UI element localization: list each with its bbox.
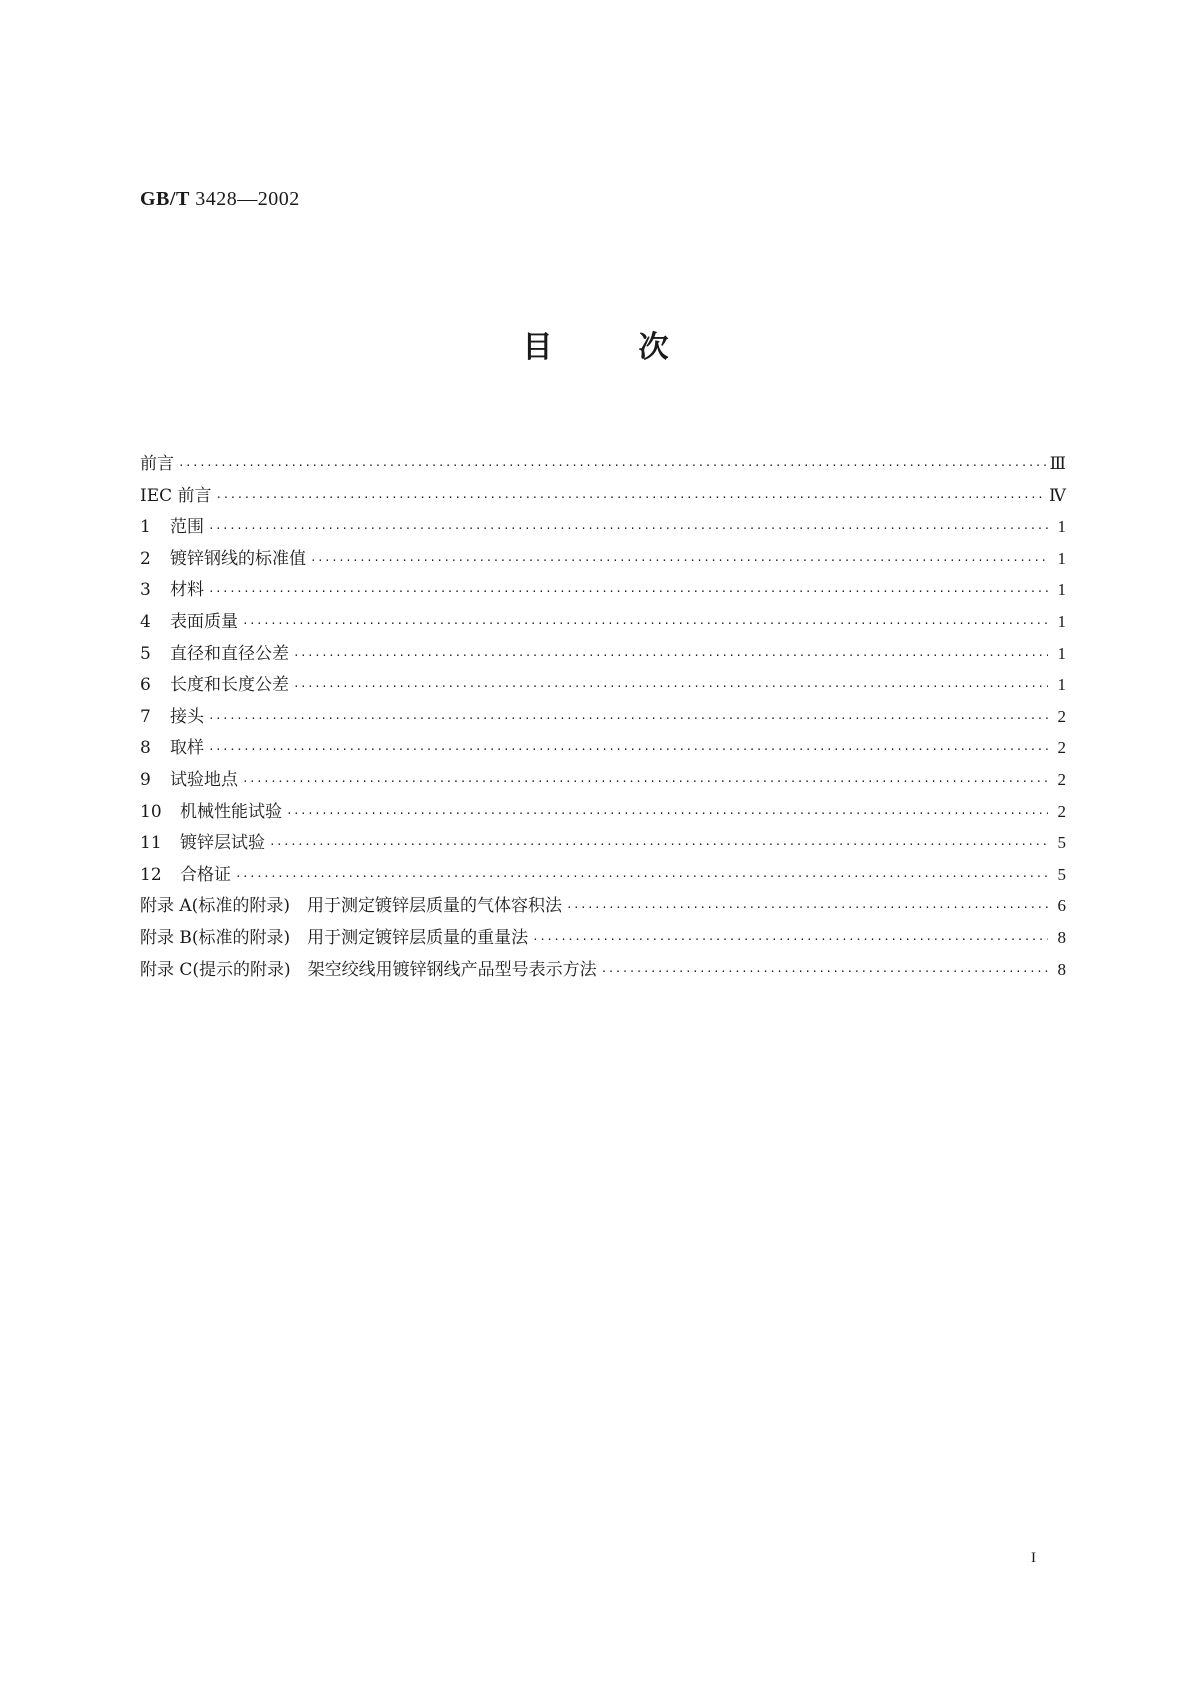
toc-dot-leader xyxy=(286,798,1048,830)
toc-entry-label xyxy=(140,955,597,987)
toc-dot-leader xyxy=(242,766,1048,798)
toc-entry-page: 8 xyxy=(1057,959,1066,979)
toc-entry-text: 范围 xyxy=(170,517,204,538)
toc-dot-leader xyxy=(216,482,1045,514)
toc-dot-leader xyxy=(178,450,1046,482)
toc-entry-number: 3 xyxy=(140,580,151,601)
page-number: I xyxy=(1031,1550,1036,1566)
toc-entry-text: 接头 xyxy=(170,706,204,727)
toc-entry[interactable] xyxy=(140,669,1066,701)
toc-entry-page: 6 xyxy=(1057,896,1066,916)
toc-entry-number: 10 xyxy=(140,801,162,822)
toc-dot-leader xyxy=(208,576,1048,608)
toc-dot-leader xyxy=(208,703,1048,735)
toc-entry-label xyxy=(140,607,238,639)
toc-dot-leader xyxy=(293,671,1048,703)
toc-entry-page: 1 xyxy=(1057,548,1066,568)
toc-entry-page: 1 xyxy=(1057,611,1066,631)
toc-entry-text: 附录 B(标准的附录) 用于测定镀锌层质量的重量法 xyxy=(140,927,529,948)
toc-entry-number: 1 xyxy=(140,517,151,538)
toc-entry-label xyxy=(140,481,212,513)
toc-entry[interactable] xyxy=(140,574,1066,606)
toc-dot-leader xyxy=(532,924,1048,956)
table-of-contents xyxy=(140,448,1066,985)
toc-dot-leader xyxy=(242,608,1048,640)
toc-entry-number: 7 xyxy=(140,706,151,727)
toc-entry-number: 5 xyxy=(140,643,151,664)
toc-entry-label xyxy=(140,765,238,797)
toc-entry-text: 附录 C(提示的附录) 架空绞线用镀锌钢线产品型号表示方法 xyxy=(140,959,597,980)
document-code-number: 3428—2002 xyxy=(189,188,300,210)
toc-entry-label xyxy=(140,733,204,765)
toc-entry-label xyxy=(140,702,204,734)
toc-entry-page: 8 xyxy=(1057,927,1066,947)
toc-entry-number: 11 xyxy=(140,833,162,854)
toc-entry[interactable] xyxy=(140,796,1066,828)
toc-entry-page: 2 xyxy=(1057,769,1066,789)
toc-entry[interactable] xyxy=(140,543,1066,575)
toc-entry-text: 材料 xyxy=(170,580,204,601)
toc-entry-text: 取样 xyxy=(170,738,204,759)
toc-entry-page: 2 xyxy=(1057,706,1066,726)
toc-entry-label xyxy=(140,449,174,481)
toc-entry[interactable] xyxy=(140,732,1066,764)
toc-entry[interactable] xyxy=(140,764,1066,796)
toc-entry[interactable] xyxy=(140,827,1066,859)
toc-entry-text: IEC 前言 xyxy=(140,485,212,506)
toc-entry-text: 附录 A(标准的附录) 用于测定镀锌层质量的气体容积法 xyxy=(140,896,562,917)
toc-entry[interactable] xyxy=(140,448,1066,480)
toc-entry[interactable] xyxy=(140,922,1066,954)
toc-entry-page: 2 xyxy=(1057,801,1066,821)
toc-entry-text: 镀锌层试验 xyxy=(180,833,265,854)
toc-entry-label xyxy=(140,860,231,892)
toc-dot-leader xyxy=(566,892,1048,924)
document-code-prefix: GB/T xyxy=(140,188,190,210)
toc-entry-text: 表面质量 xyxy=(170,611,238,632)
toc-entry-number: 12 xyxy=(140,864,162,885)
document-code xyxy=(140,188,300,211)
toc-entry-number: 6 xyxy=(140,675,151,696)
toc-entry[interactable] xyxy=(140,701,1066,733)
toc-entry-label xyxy=(140,828,265,860)
toc-entry[interactable] xyxy=(140,606,1066,638)
toc-dot-leader xyxy=(269,829,1048,861)
toc-entry-page: Ⅳ xyxy=(1049,485,1066,505)
toc-entry-label xyxy=(140,797,282,829)
toc-entry-label xyxy=(140,512,204,544)
toc-entry-number: 8 xyxy=(140,738,151,759)
toc-entry[interactable] xyxy=(140,890,1066,922)
toc-entry-label xyxy=(140,891,562,923)
toc-entry-text: 镀锌钢线的标准值 xyxy=(170,548,306,569)
toc-entry[interactable] xyxy=(140,638,1066,670)
toc-entry[interactable] xyxy=(140,859,1066,891)
toc-entry-page: 1 xyxy=(1057,643,1066,663)
toc-entry-page: 1 xyxy=(1057,517,1066,537)
toc-dot-leader xyxy=(601,956,1048,988)
toc-dot-leader xyxy=(208,513,1048,545)
toc-entry-text: 试验地点 xyxy=(170,769,238,790)
toc-entry[interactable] xyxy=(140,511,1066,543)
toc-entry-label xyxy=(140,639,289,671)
toc-dot-leader xyxy=(208,734,1048,766)
toc-dot-leader xyxy=(310,545,1048,577)
toc-entry-text: 前言 xyxy=(140,454,174,474)
toc-entry-text: 直径和直径公差 xyxy=(170,643,289,664)
toc-entry-page: 1 xyxy=(1057,580,1066,600)
toc-entry-number: 2 xyxy=(140,548,151,569)
toc-entry-text: 合格证 xyxy=(180,864,231,885)
toc-entry-text: 长度和长度公差 xyxy=(170,675,289,696)
toc-title: 目次 xyxy=(522,330,755,365)
toc-entry-number: 4 xyxy=(140,611,151,632)
toc-entry[interactable] xyxy=(140,954,1066,986)
toc-entry-page: 5 xyxy=(1057,864,1066,884)
toc-entry[interactable] xyxy=(140,480,1066,512)
toc-entry-page: 1 xyxy=(1057,675,1066,695)
toc-entry-page: 2 xyxy=(1057,738,1066,758)
toc-entry-number: 9 xyxy=(140,769,151,790)
toc-entry-label xyxy=(140,575,204,607)
toc-entry-page: Ⅲ xyxy=(1049,454,1066,473)
toc-dot-leader xyxy=(235,861,1048,893)
toc-entry-page: 5 xyxy=(1057,833,1066,853)
toc-dot-leader xyxy=(293,640,1048,672)
toc-entry-label xyxy=(140,923,528,955)
toc-entry-text: 机械性能试验 xyxy=(180,801,282,822)
toc-entry-label xyxy=(140,670,289,702)
toc-entry-label xyxy=(140,544,306,576)
